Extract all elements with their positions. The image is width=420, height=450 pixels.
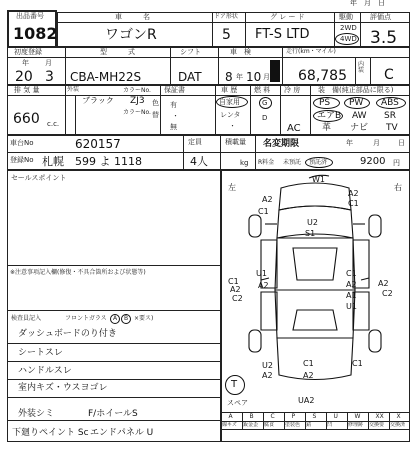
- legend-code: C: [270, 413, 275, 420]
- note-line: [7, 343, 221, 344]
- row2: [7, 47, 410, 85]
- inspector-label: 検査員記入: [11, 315, 42, 322]
- note-line: [7, 379, 221, 380]
- damage-mark: C1: [346, 269, 357, 278]
- equip-navi: ナビ: [350, 123, 369, 133]
- row4-line-2: [183, 152, 410, 153]
- divider: [355, 57, 356, 85]
- damage-mark: U1: [346, 302, 357, 311]
- damage-mark: A2: [262, 371, 273, 380]
- damage-mark: A1: [346, 291, 357, 300]
- color-no: ZJ3: [130, 96, 145, 106]
- divider: [310, 85, 311, 135]
- inspection-label: 車 検: [230, 48, 251, 56]
- legend-code: A: [228, 413, 233, 420]
- history-dash: ・: [229, 122, 236, 130]
- color-suffix-1: 色: [152, 99, 159, 107]
- legend-code: X: [396, 413, 401, 420]
- equip-airbag: エアB: [317, 111, 342, 121]
- divider: [75, 95, 76, 135]
- lot-label: 出品番号: [16, 12, 44, 20]
- legend-code: P: [291, 413, 296, 420]
- inspection-year: 8: [225, 70, 233, 84]
- sales-point-label: セールスポイント: [11, 174, 67, 182]
- spare-mark: T: [231, 379, 238, 390]
- damage-mark: S1: [305, 229, 316, 238]
- fuel-diesel: D: [262, 114, 268, 122]
- doors: 5: [222, 27, 231, 43]
- equip-ps: PS: [319, 98, 331, 108]
- displacement-label: 排 気 量: [14, 86, 40, 94]
- damage-mark: A2: [378, 279, 389, 288]
- inspector-note: ハンドルスレ: [18, 366, 72, 376]
- damage-mark: C2: [382, 289, 393, 298]
- score-label: 評価点: [370, 13, 391, 21]
- row3-line: [7, 95, 410, 96]
- chassis-label: 車台No: [10, 139, 34, 147]
- damage-mark: UA2: [298, 396, 315, 405]
- legend-code: S: [312, 413, 317, 420]
- mileage: 68,785: [298, 68, 347, 84]
- model: CBA-MH22S: [70, 70, 142, 84]
- damage-mark: A2: [258, 281, 269, 290]
- recycle-label: R料金: [258, 159, 275, 166]
- notes-divider: [7, 265, 221, 266]
- fuel-label: 燃 料: [254, 86, 271, 94]
- warranty-no: 無: [170, 123, 177, 131]
- date-caption: 年 月 日: [350, 0, 385, 7]
- damage-mark: C1: [348, 199, 359, 208]
- divider: [250, 85, 251, 135]
- first-reg-label: 初度登録: [14, 48, 42, 56]
- drive-2wd: 2WD: [340, 24, 357, 32]
- recycle-yen: 円: [393, 159, 400, 167]
- chassis: 620157: [75, 137, 121, 151]
- interior-label: 内装: [358, 61, 365, 74]
- score: 3.5: [370, 28, 398, 48]
- damage-mark: A2: [303, 371, 314, 380]
- inspection-unit-month: 月: [263, 73, 270, 81]
- capacity-label: 定員: [188, 138, 202, 146]
- inspector-note: シートスレ: [18, 348, 63, 358]
- recycle-paid: 預託済: [309, 159, 328, 166]
- divider: [280, 85, 281, 135]
- color-no-label: カラーNo.: [123, 87, 151, 94]
- divider: [65, 47, 66, 85]
- car-name-label: 車 名: [115, 13, 150, 21]
- color-no-label-2: カラーNo.: [123, 109, 151, 116]
- header-line: [57, 22, 410, 23]
- inspector-note: 下廻りペイント Sc: [12, 428, 89, 438]
- legend-desc: 修理跡: [348, 422, 364, 428]
- legend-desc: 線キズ: [222, 422, 237, 428]
- cc-unit: c.c.: [47, 120, 60, 128]
- damage-mark: C1: [352, 359, 363, 368]
- windshield-label: フロントガラス: [65, 315, 107, 322]
- legend-desc: 交換済: [390, 422, 406, 428]
- first-reg-month: 3: [45, 69, 54, 85]
- divider: [282, 47, 283, 85]
- equip-pw: PW: [349, 98, 364, 108]
- month-label: 月: [45, 59, 52, 67]
- history-label: 車 歴: [221, 86, 238, 94]
- equip-leather: 革: [322, 123, 332, 133]
- drive-4wd: 4WD: [340, 35, 357, 43]
- inspection-unit-year: 年: [236, 73, 243, 81]
- inspector-divider: [7, 310, 221, 311]
- equip-tv: TV: [386, 123, 398, 133]
- reg: 札幌 599 よ 1118: [42, 155, 142, 168]
- divider: [360, 12, 361, 47]
- row4-line: [7, 152, 183, 153]
- history-private: 自家用: [219, 98, 240, 106]
- doors-label: ドア形状: [214, 13, 238, 20]
- recycle-amount: 9200: [360, 156, 386, 167]
- load-unit: kg: [240, 159, 249, 167]
- inspection-month: 10: [246, 70, 262, 84]
- divider: [212, 12, 213, 47]
- inspector-note: ダッシュボードのり付き: [18, 329, 117, 339]
- equip-sr: SR: [384, 111, 396, 121]
- damage-mark: U2: [262, 361, 273, 370]
- grade-label: グ レ ー ド: [270, 13, 305, 21]
- damage-mark: C1: [303, 359, 314, 368]
- inspector-note-extra: エンドパネル U: [90, 428, 154, 438]
- warranty-yes: 有: [170, 101, 177, 109]
- windshield-x: ×要ス): [134, 315, 154, 322]
- legend-desc: 凹: [327, 422, 333, 428]
- legend-desc: 交換要: [369, 422, 385, 428]
- windshield-a: A: [113, 315, 118, 322]
- right-label: 右: [394, 183, 402, 192]
- interior-score: C: [384, 67, 394, 83]
- lot-number: 1082: [13, 24, 58, 43]
- redaction-block: [270, 60, 280, 82]
- left-label: 左: [228, 183, 236, 192]
- inspector-note: 室内キズ・ウスヨゴレ: [18, 383, 108, 393]
- capacity: 4人: [190, 155, 208, 168]
- divider: [170, 47, 171, 85]
- transfer-day: 日: [398, 139, 405, 147]
- transfer-month: 月: [373, 139, 380, 147]
- reg-label: 登録No: [10, 156, 34, 164]
- legend-code: W: [354, 413, 361, 420]
- fuel-gas: G: [262, 99, 268, 107]
- warranty-dot: ・: [172, 112, 179, 120]
- damage-mark: A2: [262, 195, 273, 204]
- damage-mark: C1: [228, 277, 239, 286]
- recycle-unpaid: 未預託: [283, 159, 302, 166]
- transfer-label: 名変期限: [263, 139, 300, 149]
- load-label: 積載量: [225, 138, 246, 146]
- windshield-b: B: [124, 315, 129, 322]
- ac: AC: [287, 123, 301, 134]
- legend-desc: 腐食: [264, 422, 275, 428]
- transfer-year: 年: [346, 139, 353, 147]
- legend-desc: 鈑金歪: [243, 422, 259, 428]
- equip-aw: AW: [352, 111, 367, 121]
- damage-mark: A2: [230, 285, 241, 294]
- model-label: 型 式: [100, 48, 135, 56]
- legend-code: U: [333, 413, 338, 420]
- note-line: [7, 397, 221, 398]
- divider: [160, 85, 161, 135]
- shift: DAT: [178, 70, 202, 84]
- exterior-label: 外装: [67, 86, 80, 93]
- legend-code: XX: [375, 413, 384, 420]
- grade: FT-S LTD: [255, 27, 310, 42]
- equip-abs: ABS: [381, 98, 399, 108]
- inspector-note: 外装シミ: [18, 409, 55, 419]
- divider: [370, 57, 371, 85]
- legend-desc: 塗装色: [285, 422, 301, 428]
- displacement: 660: [13, 111, 40, 127]
- mileage-label: 走行(km・マイル): [286, 48, 336, 55]
- ac-label: 冷 房: [284, 86, 301, 94]
- damage-mark: A2: [346, 280, 357, 289]
- damage-mark: W1: [312, 175, 325, 184]
- spare-label: スペア: [227, 399, 248, 407]
- drive-label: 駆動: [339, 13, 353, 21]
- damage-mark: A2: [348, 189, 359, 198]
- divider: [65, 85, 66, 135]
- lower-left-panel: [7, 170, 221, 442]
- damage-mark: C2: [232, 294, 243, 303]
- legend-desc: 錆: [306, 422, 312, 428]
- equipment-label: 装 備(純正部品に限る): [318, 86, 394, 94]
- divider: [215, 85, 216, 135]
- warranty-label: 保証書: [164, 86, 185, 94]
- first-reg-year: 20: [15, 69, 33, 85]
- damage-mark: C1: [258, 207, 269, 216]
- color-suffix-2: 替: [152, 111, 159, 119]
- notes-label: ※注意事項記入欄(修復・不具合箇所および状態等): [10, 269, 146, 276]
- note-line: [7, 420, 221, 421]
- divider: [245, 12, 246, 47]
- era-label: 年: [22, 59, 29, 67]
- row2-line: [7, 57, 410, 58]
- shift-label: シフト: [180, 48, 201, 56]
- history-rental: レンタ: [220, 111, 241, 119]
- damage-mark: U1: [256, 269, 267, 278]
- note-line: [7, 361, 221, 362]
- damage-mark: U2: [307, 218, 318, 227]
- inspector-note-extra: F/ホイールS: [88, 409, 138, 419]
- color: ブラック: [82, 96, 114, 105]
- legend-code: B: [249, 413, 254, 420]
- divider: [218, 47, 219, 85]
- divider: [334, 12, 335, 47]
- car-name: ワゴンR: [105, 27, 157, 43]
